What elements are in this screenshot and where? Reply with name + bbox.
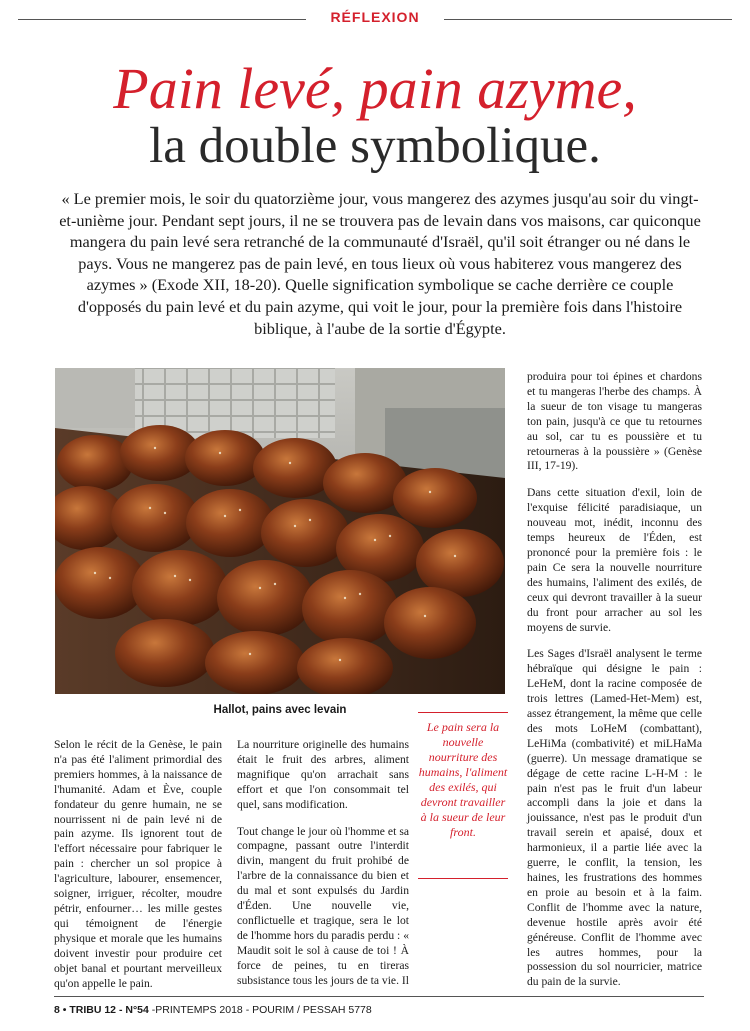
photo-caption: Hallot, pains avec levain — [213, 704, 347, 716]
column-right — [527, 370, 702, 1002]
footer-rule — [54, 996, 704, 997]
paragraph: La nourriture originelle des humains était le fruit des arbres, aliment magnifique qu'on arrachait sans effort et que l'on consommait tel quel, sans modification. — [237, 738, 409, 811]
paragraph: Tout change le jour où l'homme et sa compagne, passant outre l'interdit divin, mangent du fruit prohibé de l'arbre de la connaissance du bien et du mal et sont expulsés du Jardin d'Éden. Une nouvelle vie, conflictuelle et tragique, sera le lot de l'homme hors du paradis perdu : « Maudit soit le sol à cause de toi ! À force de peines, tu en tireras subsistance tous les jours de ta vie. Il — [237, 824, 409, 987]
section-label: RÉFLEXION — [330, 9, 420, 25]
headline-line-1: Pain levé, pain azyme, — [113, 56, 637, 121]
paragraph: Selon le récit de la Genèse, le pain n'a pas été l'aliment primordial des premiers hommes, à la naissance de l'humanité. Adam et Ève, couple fondateur du genre humain, ne se nourrissent ni de pain levé ni de pain azyme. Ils ignorent tout de l'effort nécessaire pour fabriquer le pain : chercher un sol propice à l'agriculture, labourer, ensemencer, soigner, irriguer, récolter, moudre pétrir, enfourner… les mille gestes qui témoignent de l'énergie physique et morale que les humains doivent investir pour produire cet objet banal et pourtant merveilleux qu'on appelle le pain. — [54, 738, 222, 990]
challah-photo — [55, 368, 505, 694]
header-rule-right — [444, 19, 732, 20]
paragraph: Les Sages d'Israël analysent le terme hébraïque qui désigne le pain : LeHeM, dont la racine composée de trois lettres (Lamed-Het-Mem) est, assez étrangement, la même que celle des mots LoHeM (combattant), LeHiMa (combativité) et miLHaMa (guerre). Un message dramatique se dégage de cette racine L-H-M : le pain n'est pas le fruit d'un labeur accompli dans la joie et dans la jouissance, n'est pas le produit d'un travail serein et apaisé, doux et harmonieux, il a partie liée avec la guerre, le conflit, la tension, les haines, les frustrations des hommes en proie au besoin et à la faim. Conflit de l'homme avec la nature, devenue hostile après avoir été généreuse. Conflit de l'homme avec les autres hommes, pour la possession du sol nourricier, matrice du pain de la survie. — [527, 647, 702, 989]
pull-quote: Le pain sera la nouvelle nourriture des humains, l'aliment des exilés, qui devront travailler à la sueur de leur front. — [418, 720, 508, 839]
page-number: 8 • TRIBU 12 - N°54 — [54, 1004, 149, 1016]
pull-quote-rule-top — [418, 712, 508, 713]
paragraph: produira pour toi épines et chardons et tu mangeras l'herbe des champs. À la sueur de ton visage tu mangeras ton pain, jusqu'à ce que tu retournes au sol, car tu es poussière et tu retourneras à la poussière » (Genèse III, 17-19). — [527, 370, 702, 473]
column-middle — [237, 738, 409, 1001]
pull-quote-rule-bottom — [418, 878, 508, 879]
footer — [54, 1004, 372, 1016]
intro-paragraph: « Le premier mois, le soir du quatorzième jour, vous mangerez des azymes jusqu'au soir du vingt-et-unième jour. Pendant sept jours, il ne se trouvera pas de levain dans vos maisons, car quiconque mangera du pain levé sera retranché de la communauté d'Israël, qu'il soit étranger ou né dans le pays. Vous ne mangerez pas de pain levé, en tous lieux où vous habiterez vous mangerez des azymes » (Exode XII, 18-20). Quelle signification symbolique se cache derrière ce couple d'opposés du pain levé et du pain azyme, qui voit le jour, pour la première fois dans l'histoire biblique, à l'aube de la sortie d'Égypte. — [59, 189, 701, 338]
headline-line-2: la double symbolique. — [149, 118, 601, 174]
paragraph: Dans cette situation d'exil, loin de l'exquise félicité paradisiaque, un nouveau mot, inédit, inconnu des temps heureux de l'Éden, est prononcé pour la première fois : le pain Ce sera la nouvelle nourriture des humains, l'aliment des exilés, de ceux qui devront travailler à la sueur du front pour arracher au sol les moyens de survie. — [527, 486, 702, 634]
column-left — [54, 738, 222, 1003]
issue-info: -PRINTEMPS 2018 - POURIM / PESSAH 5778 — [148, 1004, 372, 1016]
